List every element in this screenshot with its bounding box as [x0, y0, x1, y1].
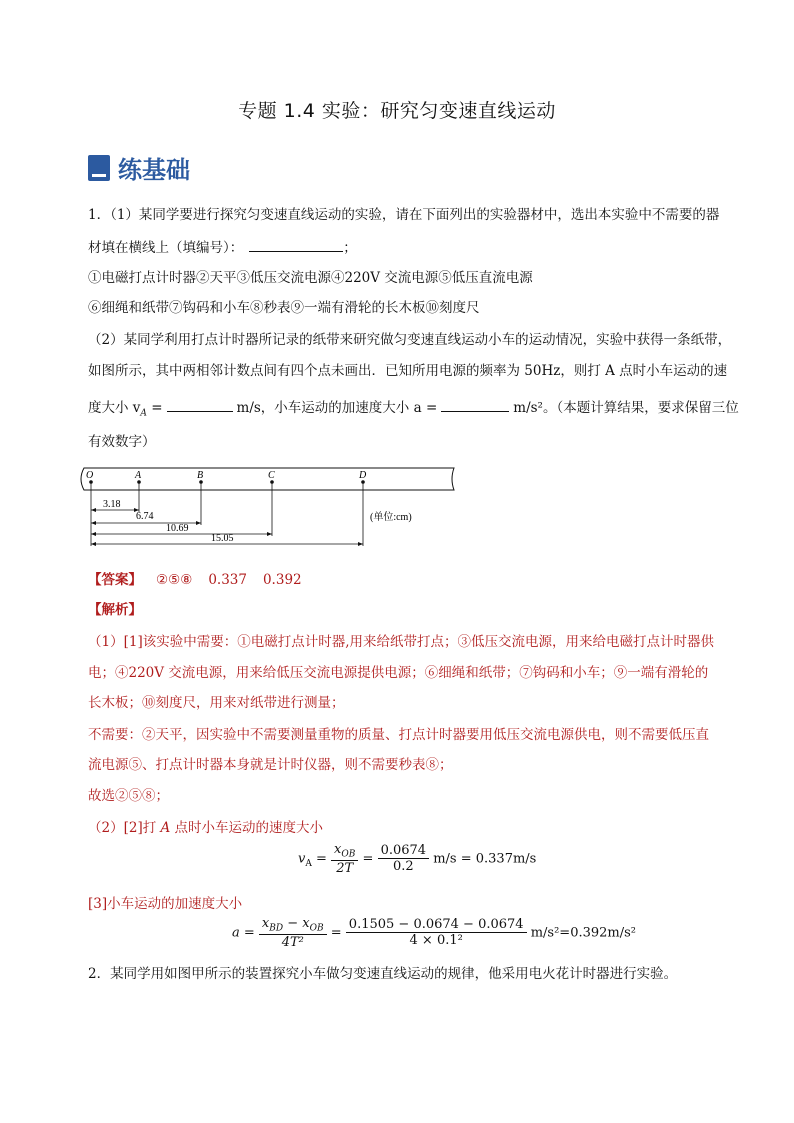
analysis-label: 【解析】	[88, 602, 142, 618]
answer-blank-2[interactable]	[167, 397, 233, 412]
f2-den2: 4 × 0.1²	[409, 933, 463, 949]
answer-a: 0.392	[262, 572, 302, 588]
f2-den1: 4T²	[281, 934, 304, 950]
analysis-p1: （1）[1]该实验中需要：①电磁打点计时器,用来给纸带打点；③低压交流电源，用来给电磁打点计时器供	[88, 634, 715, 650]
dist-od: 15.05	[211, 533, 234, 544]
dimension-labels	[103, 499, 234, 544]
f1-eq1: =	[316, 851, 327, 867]
answer-v: 0.337	[208, 572, 247, 588]
f1-num2: 0.0674	[378, 843, 430, 859]
label-b: B	[197, 470, 204, 481]
point-labels	[86, 470, 367, 481]
label-c: C	[268, 470, 275, 481]
answer-blank-1[interactable]	[249, 237, 343, 252]
dist-oa: 3.18	[103, 499, 121, 510]
f2-num1a: x	[261, 916, 270, 931]
f2-frac1	[259, 916, 327, 950]
q1-line7-a: 度大小 v	[88, 400, 141, 416]
q1-line8: 有效数字）	[88, 434, 156, 450]
f2-frac2	[346, 917, 527, 948]
f1-num1-sub: OB	[341, 849, 356, 860]
book-icon	[88, 155, 110, 181]
formula-acceleration	[232, 916, 636, 950]
f1-eq2: =	[362, 851, 374, 867]
analysis-p5: 流电源⑤、打点计时器本身就是计时仪器，则不需要秒表⑧；	[88, 757, 453, 773]
q1-line2-end: ；	[343, 240, 357, 256]
f1-lhs-sub: A	[305, 858, 312, 869]
f1-lhs: v	[298, 851, 306, 867]
f2-num1b: − x	[283, 916, 310, 931]
paper-tape-figure	[70, 462, 470, 557]
answer-choices: ②⑤⑧	[156, 572, 193, 588]
q1-line7-d: m/s²。（本题计算结果，要求保留三位	[513, 400, 739, 416]
f1-num1: x	[334, 842, 342, 857]
f2-num1b-sub: OB	[309, 923, 324, 934]
f2-eq: =	[330, 925, 342, 941]
formula-velocity	[298, 842, 536, 876]
q1-line7-c: m/s，小车运动的加速度大小 a =	[236, 400, 438, 416]
f1-frac1	[331, 842, 358, 876]
f2-lhs: a =	[232, 925, 255, 941]
label-a: A	[135, 470, 142, 481]
analysis-p8: [3]小车运动的加速度大小	[88, 896, 243, 912]
q2-line1: 2．某同学用如图甲所示的装置探究小车做匀变速直线运动的规律，他采用电火花计时器进行实验。	[88, 966, 678, 982]
analysis-p7-c: 点时小车运动的速度大小	[170, 820, 324, 836]
label-o: O	[86, 470, 94, 481]
analysis-p6: 故选②⑤⑧；	[88, 788, 169, 804]
q1-line2-text: 材填在横线上（填编号）：	[88, 240, 244, 256]
f1-result: m/s = 0.337m/s	[433, 851, 537, 867]
q1-line5: （2）某同学利用打点计时器所记录的纸带来研究做匀变速直线运动小车的运动情况，实验中获得一条纸带，	[88, 332, 732, 348]
section-label: 练基础	[118, 156, 190, 184]
unit-label: (单位:cm)	[370, 512, 412, 523]
label-d: D	[359, 470, 367, 481]
f2-result: m/s²=0.392m/s²	[530, 925, 637, 941]
section-heading	[88, 150, 190, 185]
analysis-p2: 电；④220V 交流电源，用来给低压交流电源提供电源；⑥细绳和纸带；⑦钩码和小车；⑨一端有滑轮的	[88, 665, 709, 681]
q1-line1: 1．（1）某同学要进行探究匀变速直线运动的实验，请在下面列出的实验器材中，选出本实验中不需要的器	[88, 207, 720, 223]
dist-ob: 6.74	[136, 511, 154, 522]
analysis-p7-b: A	[160, 820, 171, 836]
q1-line7	[88, 397, 739, 424]
q1-line7-b: =	[146, 400, 163, 416]
q1-line4: ⑥细绳和纸带⑦钩码和小车⑧秒表⑨一端有滑轮的长木板⑩刻度尺	[88, 300, 480, 316]
analysis-p4: 不需要：②天平，因实验中不需要测量重物的质量、打点计时器要用低压交流电源供电，则不需要低压直	[88, 727, 709, 743]
answer-label: 【答案】	[88, 572, 142, 588]
page-title: 专题 1.4 实验：研究匀变速直线运动	[238, 100, 556, 122]
q1-line6: 如图所示，其中两相邻计数点间有四个点未画出．已知所用电源的频率为 50Hz，则打 A 点时小车运动的速	[88, 363, 728, 379]
q1-line2	[88, 237, 728, 258]
f1-den2: 0.2	[392, 859, 414, 875]
dist-oc: 10.69	[166, 523, 189, 534]
answer-line	[88, 570, 728, 590]
answer-blank-3[interactable]	[441, 397, 509, 412]
analysis-p7-a: （2）[2]打	[88, 820, 161, 836]
tape-points	[89, 480, 365, 484]
q1-line3: ①电磁打点计时器②天平③低压交流电源④220V 交流电源⑤低压直流电源	[88, 270, 533, 286]
f1-den1: 2T	[336, 860, 354, 876]
f2-num1a-sub: BD	[269, 923, 284, 934]
q1-line7-sub: A	[140, 408, 147, 419]
analysis-p3: 长木板；⑩刻度尺，用来对纸带进行测量；	[88, 695, 345, 711]
f1-frac2	[378, 843, 430, 874]
analysis-p7	[88, 818, 728, 838]
f2-num2: 0.1505 − 0.0674 − 0.0674	[346, 917, 527, 933]
